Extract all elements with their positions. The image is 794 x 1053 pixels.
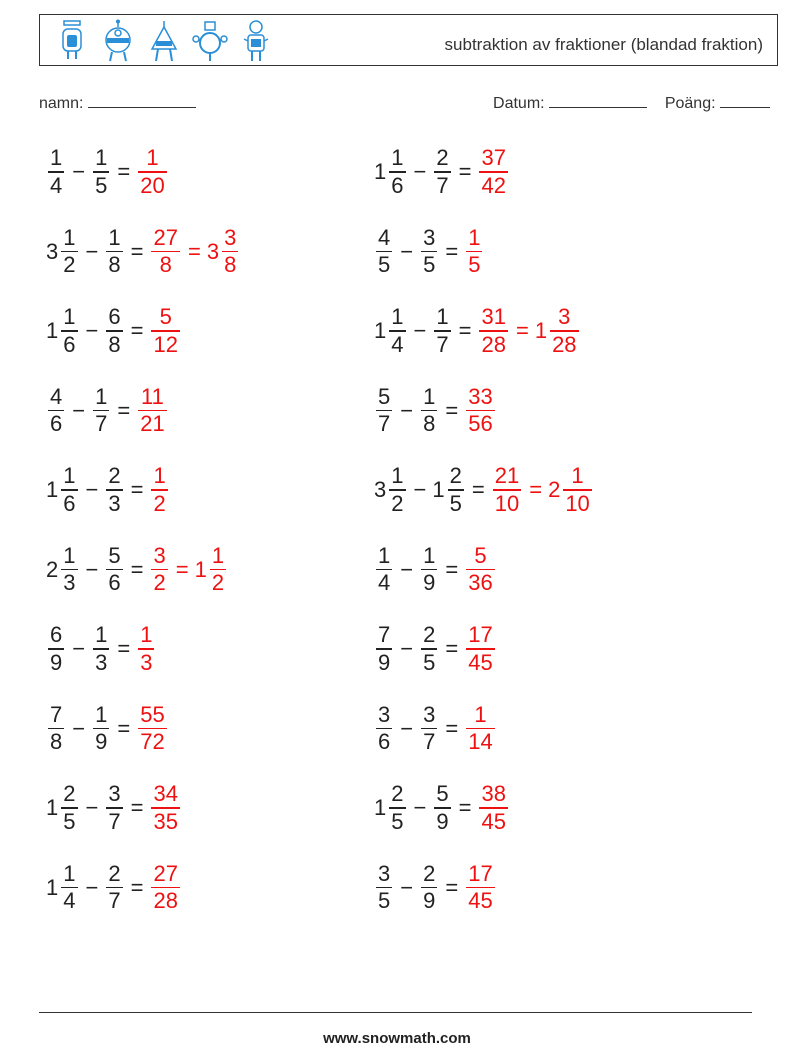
numerator: 1 <box>378 542 391 568</box>
header-box <box>39 14 778 66</box>
problem-item <box>374 142 510 202</box>
equals-sign: = <box>445 874 459 900</box>
numerator: 1 <box>63 860 76 886</box>
whole-number: 1 <box>374 795 387 820</box>
numerator: 5 <box>108 542 121 568</box>
minus-sign: − <box>72 159 86 184</box>
problem-item <box>46 142 169 202</box>
fraction <box>61 304 77 358</box>
numerator: 1 <box>571 463 584 489</box>
numerator: 7 <box>378 622 391 648</box>
numerator: 1 <box>95 145 108 171</box>
denominator: 9 <box>423 888 436 914</box>
numerator: 2 <box>63 781 76 807</box>
whole-number: 1 <box>46 477 59 502</box>
fraction <box>563 463 591 517</box>
numerator: 1 <box>50 145 63 171</box>
minus-sign: − <box>72 715 86 741</box>
fraction <box>48 145 64 199</box>
fraction <box>151 861 179 915</box>
numerator: 1 <box>63 463 76 489</box>
fraction <box>138 622 154 676</box>
denominator: 6 <box>63 331 76 357</box>
whole-number: 3 <box>46 238 59 264</box>
robot-5-icon <box>236 19 276 63</box>
denominator: 9 <box>378 649 391 675</box>
fraction <box>479 145 507 199</box>
denominator: 5 <box>63 808 76 834</box>
numerator: 5 <box>474 542 487 568</box>
whole-number: 3 <box>374 477 387 502</box>
fraction <box>61 861 77 915</box>
numerator: 34 <box>153 781 178 807</box>
denominator: 35 <box>153 808 178 834</box>
whole-number: 1 <box>374 318 387 343</box>
minus-sign: − <box>72 636 86 661</box>
numerator: 1 <box>146 145 159 171</box>
problem-item <box>374 699 497 759</box>
numerator: 2 <box>436 145 449 171</box>
numerator: 1 <box>153 463 166 489</box>
minus-sign: − <box>400 238 414 264</box>
numerator: 55 <box>140 701 165 727</box>
fraction <box>151 225 179 279</box>
minus-sign: − <box>413 159 427 184</box>
robot-1-icon <box>52 19 92 63</box>
robot-icons <box>52 19 276 63</box>
numerator: 3 <box>423 224 436 250</box>
denominator: 7 <box>108 888 121 914</box>
denominator: 5 <box>449 490 462 516</box>
fraction <box>479 781 507 835</box>
fraction <box>376 543 392 597</box>
equals-sign: = <box>130 556 144 582</box>
equals-sign: = <box>117 715 131 741</box>
numerator: 2 <box>391 781 404 807</box>
numerator: 17 <box>468 622 493 648</box>
denominator: 8 <box>108 331 121 357</box>
footer-divider <box>39 1012 752 1013</box>
fraction <box>106 781 122 835</box>
fraction <box>421 702 437 756</box>
denominator: 36 <box>468 570 493 596</box>
numerator: 3 <box>423 701 436 727</box>
fraction <box>61 543 77 597</box>
denominator: 9 <box>423 570 436 596</box>
problem-item <box>46 699 169 759</box>
denominator: 42 <box>481 172 506 198</box>
equals-sign: = <box>175 556 189 582</box>
problem-item <box>46 540 228 600</box>
fraction <box>151 304 179 358</box>
numerator: 1 <box>63 542 76 568</box>
equals-sign: = <box>471 477 485 502</box>
fraction <box>106 543 122 597</box>
minus-sign: − <box>85 874 99 900</box>
minus-sign: − <box>400 874 414 900</box>
footer-site: www.snowmath.com <box>323 1030 471 1047</box>
numerator: 1 <box>391 463 404 489</box>
denominator: 5 <box>378 252 391 278</box>
score-line[interactable] <box>720 93 770 108</box>
denominator: 2 <box>63 252 76 278</box>
numerator: 1 <box>423 542 436 568</box>
fraction <box>466 543 494 597</box>
denominator: 21 <box>140 411 165 437</box>
fraction <box>93 622 109 676</box>
minus-sign: − <box>85 795 99 820</box>
fraction <box>376 225 392 279</box>
fraction <box>48 702 64 756</box>
denominator: 14 <box>468 729 493 755</box>
numerator: 2 <box>108 463 121 489</box>
numerator: 27 <box>153 224 178 250</box>
numerator: 3 <box>558 304 571 330</box>
numerator: 3 <box>153 542 166 568</box>
numerator: 6 <box>50 622 63 648</box>
numerator: 2 <box>449 463 462 489</box>
robot-3-icon <box>144 19 184 63</box>
fraction <box>93 702 109 756</box>
equals-sign: = <box>187 238 201 264</box>
denominator: 2 <box>153 490 166 516</box>
denominator: 4 <box>50 172 63 198</box>
problem-item <box>46 381 169 441</box>
fraction <box>138 384 166 438</box>
date-label: Datum: <box>493 95 545 112</box>
whole-number: 1 <box>534 318 548 343</box>
fraction <box>550 304 578 358</box>
name-label: namn: <box>39 95 84 112</box>
denominator: 7 <box>95 411 108 437</box>
whole-number: 2 <box>548 477 561 502</box>
date-line[interactable] <box>549 93 647 108</box>
equals-sign: = <box>130 477 144 502</box>
equals-sign: = <box>117 397 131 423</box>
equals-sign: = <box>458 159 472 184</box>
numerator: 1 <box>211 542 225 568</box>
fraction <box>151 463 167 517</box>
fraction <box>93 145 109 199</box>
equals-sign: = <box>130 874 144 900</box>
minus-sign: − <box>400 715 414 741</box>
denominator: 9 <box>436 808 449 834</box>
whole-number: 2 <box>46 556 59 582</box>
minus-sign: − <box>85 477 99 502</box>
problem-item <box>46 778 182 838</box>
numerator: 5 <box>159 304 172 330</box>
problem-item <box>46 301 182 361</box>
numerator: 1 <box>468 224 481 250</box>
numerator: 1 <box>140 622 153 648</box>
denominator: 28 <box>552 331 577 357</box>
equals-sign: = <box>130 318 144 343</box>
fraction <box>434 781 450 835</box>
whole-number: 1 <box>46 795 59 820</box>
fraction <box>376 861 392 915</box>
numerator: 3 <box>378 860 391 886</box>
numerator: 2 <box>423 860 436 886</box>
denominator: 7 <box>436 172 449 198</box>
numerator: 1 <box>95 383 108 409</box>
problem-item <box>374 540 497 600</box>
fraction <box>389 145 405 199</box>
whole-number: 1 <box>374 159 387 184</box>
numerator: 1 <box>391 145 404 171</box>
fraction <box>389 304 405 358</box>
whole-number: 1 <box>46 874 59 900</box>
numerator: 3 <box>108 781 121 807</box>
equals-sign: = <box>130 795 144 820</box>
denominator: 7 <box>423 729 436 755</box>
fraction <box>93 384 109 438</box>
numerator: 6 <box>108 304 121 330</box>
denominator: 56 <box>468 411 493 437</box>
problem-item <box>374 301 581 361</box>
problem-item <box>46 858 182 918</box>
denominator: 6 <box>108 570 121 596</box>
denominator: 5 <box>423 649 436 675</box>
fraction <box>466 702 494 756</box>
denominator: 12 <box>153 331 178 357</box>
denominator: 8 <box>50 729 63 755</box>
whole-number: 1 <box>432 477 445 502</box>
fraction <box>389 781 405 835</box>
minus-sign: − <box>85 556 99 582</box>
fraction <box>421 861 437 915</box>
worksheet-title: subtraktion av fraktioner (blandad fraktion) <box>444 35 763 54</box>
problem-item <box>374 222 484 282</box>
equals-sign: = <box>445 636 459 661</box>
fraction <box>421 225 437 279</box>
problem-item <box>374 858 497 918</box>
denominator: 9 <box>50 649 63 675</box>
fraction <box>106 861 122 915</box>
numerator: 3 <box>224 224 237 250</box>
minus-sign: − <box>85 318 99 343</box>
denominator: 8 <box>159 252 172 278</box>
fraction <box>61 463 77 517</box>
numerator: 21 <box>494 463 520 489</box>
minus-sign: − <box>400 556 414 582</box>
denominator: 45 <box>468 649 493 675</box>
numerator: 1 <box>95 701 108 727</box>
denominator: 2 <box>391 490 404 516</box>
problem-item <box>46 619 156 679</box>
denominator: 5 <box>468 252 481 278</box>
fraction <box>493 463 521 517</box>
denominator: 8 <box>108 252 121 278</box>
denominator: 6 <box>391 172 404 198</box>
numerator: 11 <box>141 383 164 409</box>
fraction <box>421 384 437 438</box>
numerator: 1 <box>436 304 449 330</box>
name-field[interactable] <box>39 93 196 113</box>
robot-2-icon <box>98 19 138 63</box>
equals-sign: = <box>445 397 459 423</box>
equals-sign: = <box>117 636 131 661</box>
equals-sign: = <box>445 715 459 741</box>
numerator: 33 <box>468 383 493 409</box>
numerator: 1 <box>474 701 487 727</box>
denominator: 7 <box>108 808 121 834</box>
fraction <box>376 702 392 756</box>
fraction <box>466 225 482 279</box>
denominator: 8 <box>423 411 436 437</box>
denominator: 10 <box>494 490 520 516</box>
denominator: 8 <box>224 252 237 278</box>
robot-4-icon <box>190 19 230 63</box>
denominator: 6 <box>50 411 63 437</box>
numerator: 5 <box>436 781 449 807</box>
equals-sign: = <box>445 238 459 264</box>
minus-sign: − <box>413 795 427 820</box>
equals-sign: = <box>445 556 459 582</box>
fraction <box>106 225 122 279</box>
denominator: 10 <box>565 490 590 516</box>
problem-item <box>46 222 240 282</box>
numerator: 27 <box>153 860 178 886</box>
numerator: 17 <box>468 860 493 886</box>
minus-sign: − <box>72 397 86 423</box>
numerator: 3 <box>378 701 391 727</box>
numerator: 1 <box>423 383 436 409</box>
numerator: 1 <box>63 304 76 330</box>
numerator: 1 <box>108 224 121 250</box>
problem-item <box>374 619 497 679</box>
fraction <box>138 702 166 756</box>
numerator: 2 <box>423 622 436 648</box>
problem-item <box>374 778 510 838</box>
numerator: 1 <box>95 622 108 648</box>
fraction <box>222 225 238 279</box>
fraction <box>138 145 166 199</box>
fraction <box>48 384 64 438</box>
numerator: 1 <box>63 224 76 250</box>
fraction <box>434 304 450 358</box>
equals-sign: = <box>458 318 472 343</box>
denominator: 3 <box>95 649 108 675</box>
problem-item <box>374 381 497 441</box>
numerator: 4 <box>50 383 63 409</box>
denominator: 5 <box>378 888 391 914</box>
fraction <box>479 304 507 358</box>
denominator: 2 <box>211 570 225 596</box>
fraction <box>210 543 226 597</box>
equals-sign: = <box>117 159 131 184</box>
denominator: 7 <box>378 411 391 437</box>
fraction <box>389 463 405 517</box>
numerator: 38 <box>481 781 506 807</box>
whole-number: 1 <box>46 318 59 343</box>
numerator: 31 <box>481 304 506 330</box>
numerator: 2 <box>108 860 121 886</box>
equals-sign: = <box>458 795 472 820</box>
fraction <box>448 463 464 517</box>
fraction <box>151 781 179 835</box>
minus-sign: − <box>413 318 427 343</box>
equals-sign: = <box>515 318 529 343</box>
fraction <box>61 781 77 835</box>
denominator: 28 <box>153 888 178 914</box>
fraction <box>61 225 77 279</box>
equals-sign: = <box>130 238 144 264</box>
fraction <box>466 622 494 676</box>
denominator: 4 <box>63 888 76 914</box>
denominator: 3 <box>63 570 76 596</box>
denominator: 6 <box>63 490 76 516</box>
fraction <box>106 304 122 358</box>
fraction <box>466 384 494 438</box>
date-score-fields <box>493 93 770 113</box>
minus-sign: − <box>400 636 414 661</box>
fraction <box>421 543 437 597</box>
denominator: 6 <box>378 729 391 755</box>
fraction <box>466 861 494 915</box>
numerator: 5 <box>378 383 391 409</box>
minus-sign: − <box>413 477 427 502</box>
denominator: 72 <box>140 729 165 755</box>
denominator: 3 <box>108 490 121 516</box>
denominator: 4 <box>391 331 404 357</box>
name-line[interactable] <box>88 93 196 108</box>
denominator: 7 <box>436 331 449 357</box>
fraction <box>434 145 450 199</box>
denominator: 20 <box>140 172 165 198</box>
minus-sign: − <box>85 238 99 264</box>
fraction <box>376 622 392 676</box>
denominator: 45 <box>468 888 493 914</box>
denominator: 5 <box>423 252 436 278</box>
numerator: 1 <box>391 304 404 330</box>
problem-item <box>46 460 170 520</box>
fraction <box>421 622 437 676</box>
fraction <box>376 384 392 438</box>
denominator: 28 <box>481 331 506 357</box>
denominator: 3 <box>140 649 153 675</box>
denominator: 5 <box>391 808 404 834</box>
denominator: 2 <box>153 570 166 596</box>
denominator: 45 <box>481 808 506 834</box>
numerator: 4 <box>378 224 391 250</box>
minus-sign: − <box>400 397 414 423</box>
score-label: Poäng: <box>664 95 716 112</box>
fraction <box>48 622 64 676</box>
whole-number: 3 <box>206 238 220 264</box>
equals-sign: = <box>529 477 543 502</box>
denominator: 9 <box>95 729 108 755</box>
numerator: 7 <box>50 701 63 727</box>
fraction <box>106 463 122 517</box>
denominator: 4 <box>378 570 391 596</box>
fraction <box>151 543 167 597</box>
problem-item <box>374 460 594 520</box>
whole-number: 1 <box>194 556 207 582</box>
numerator: 37 <box>481 145 506 171</box>
denominator: 5 <box>95 172 108 198</box>
